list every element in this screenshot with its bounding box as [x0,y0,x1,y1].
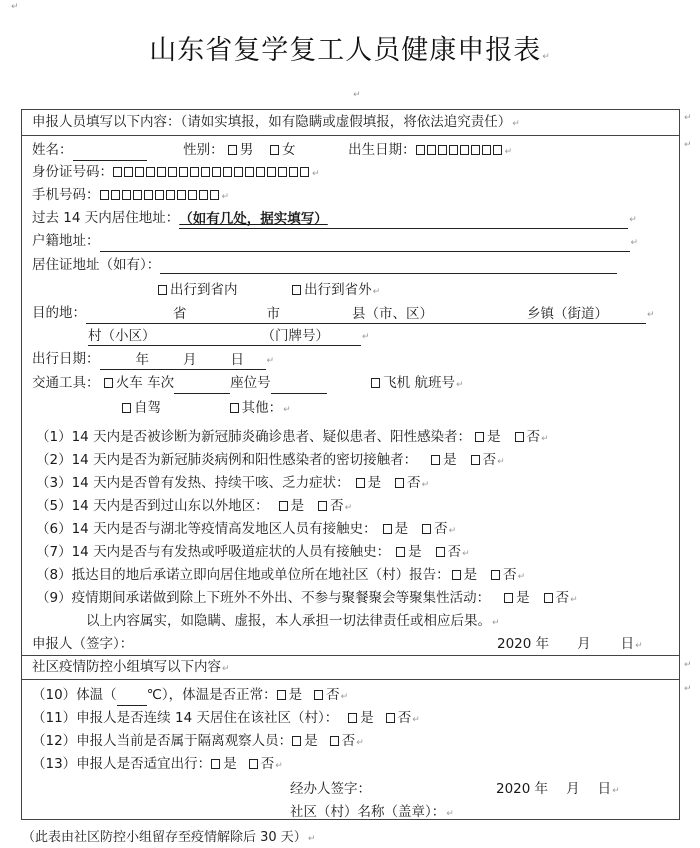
question-number: （12） [32,733,77,749]
community-question-13 [32,755,283,775]
outside-province-checkbox[interactable] [292,285,301,295]
flight-number-label: 航班号 [414,375,455,391]
birth-date-digit-box[interactable] [449,145,458,155]
birth-date-boxes[interactable] [416,142,504,158]
health-question [36,543,470,563]
declaration-text: 以上内容属实，如隐瞒、虚报，本人承担一切法律责任或相应后果。 [86,613,491,629]
phone-digit-box[interactable] [199,190,208,200]
paragraph-mark: ↵ [635,641,643,651]
community-stamp-label[interactable]: 社区（村）名称（盖章）： [290,804,446,820]
plane-label: 飞机 [383,375,411,391]
paragraph-mark: ↵ [275,761,283,771]
yes-label: 是 [304,733,318,749]
paragraph-mark: ↵ [412,715,420,725]
officer-sign-day: 日 [597,781,612,797]
question-number: （9） [36,590,72,606]
phone-digit-box[interactable] [133,190,142,200]
seat-number-field[interactable] [271,379,327,394]
health-question [36,451,505,471]
question-number: （6） [36,521,72,537]
outside-province-label: 出行到省外 [304,282,372,298]
question-text: 14 天内是否被诊断为新冠肺炎确诊患者、疑似患者、阳性感染者： [71,429,472,445]
name-label: 姓名： [32,142,73,158]
no-label: 否 [330,498,344,514]
paragraph-mark: ↵ [353,90,361,100]
footnote [22,826,315,845]
paragraph-mark: ↵ [312,169,320,179]
gender-female-label: 女 [281,142,296,158]
question-number: （2） [36,452,72,468]
phone-digit-box[interactable] [188,190,197,200]
gender-female-checkbox[interactable] [270,145,279,155]
birth-date-digit-box[interactable] [493,145,502,155]
section1-header [32,113,520,133]
yes-label: 是 [367,475,382,491]
question-number: （5） [36,498,72,514]
yes-label: 是 [290,498,305,514]
yes-label: 是 [463,567,478,583]
birth-date-digit-box[interactable] [427,145,436,155]
question-text: 14 天内是否与有发热或呼吸道症状的人员有接触史： [71,544,391,560]
phone-digit-box[interactable] [100,190,109,200]
self-drive-checkbox[interactable] [122,403,131,413]
train-label: 火车 [115,375,143,391]
no-checkbox[interactable] [544,593,553,603]
phone-boxes[interactable] [100,187,221,203]
paragraph-mark: ↵ [629,215,637,225]
divider [22,135,679,136]
paragraph-mark: ↵ [283,405,291,415]
paragraph-mark: ↵ [542,52,551,62]
declaration-form-table [21,109,680,820]
applicant-signature-label[interactable]: 申报人（签字）： [32,636,134,652]
no-checkbox[interactable] [471,455,480,465]
month-label: 月 [183,352,197,368]
question-number: （7） [36,544,72,560]
id-number-digit-box[interactable] [234,167,243,177]
question-text: 抵达目的地后承诺立即向居住地或单位所在地社区（村）报告： [71,567,450,583]
yes-checkbox[interactable] [452,570,461,580]
yes-label: 是 [394,521,409,537]
section1-header-text: 申报人员填写以下内容：（请如实填报，如有隐瞒或虚假填报，将依法追究责任） [32,114,512,130]
phone-digit-box[interactable] [111,190,120,200]
paragraph-mark: ↵ [340,692,349,702]
yes-label: 是 [408,544,422,560]
community-stamp-row [290,803,454,823]
health-question [36,566,525,586]
travel-date-label: 出行日期： [32,351,100,367]
paragraph-mark: ↵ [266,356,275,366]
form-title [0,28,700,67]
question-text: ℃），体温是否正常： [146,687,277,703]
no-label: 否 [447,544,462,560]
row-phone [32,186,229,206]
yes-label: 是 [443,452,457,468]
yes-checkbox[interactable] [356,478,365,488]
health-question [36,428,549,448]
county-label: 县（市、区） [352,306,433,322]
destination-field[interactable] [86,305,646,324]
paragraph-mark: ↵ [362,332,370,342]
no-checkbox[interactable] [515,432,524,442]
no-checkbox[interactable] [436,547,445,557]
no-label: 否 [555,590,570,606]
yes-label: 是 [487,429,501,445]
address14-hint: （如有几处，据实填写） [179,211,328,227]
gender-male-label: 男 [239,142,254,158]
declaration-statement [86,612,500,632]
village-label: 村（小区） [88,328,156,344]
id-number-boxes[interactable] [113,164,311,180]
officer-sign-month: 月 [566,781,580,797]
gender-label: 性别： [183,142,224,158]
id-number-digit-box[interactable] [300,167,309,177]
no-label: 否 [326,687,340,703]
id-number-digit-box[interactable] [124,167,133,177]
destination-label: 目的地： [32,305,86,321]
divider [22,679,679,680]
no-label: 否 [526,429,541,445]
no-checkbox[interactable] [249,759,258,769]
within-province-checkbox[interactable] [158,285,167,295]
yes-label: 是 [223,756,237,772]
no-label: 否 [397,710,412,726]
id-number-digit-box[interactable] [113,167,122,177]
officer-sign-date [496,780,620,800]
id-number-digit-box[interactable] [212,167,221,177]
yes-label: 是 [288,687,303,703]
id-number-digit-box[interactable] [278,167,287,177]
community-question-10 [32,686,348,706]
question-text: 14 天内是否为新冠肺炎病例和阳性感染者的密切接触者： [71,452,418,468]
province-label: 省 [173,306,187,322]
id-number-digit-box[interactable] [267,167,276,177]
id-number-digit-box[interactable] [146,167,155,177]
birth-date-digit-box[interactable] [438,145,447,155]
day-label: 日 [230,352,244,368]
title-text: 山东省复学复工人员健康申报表 [149,35,542,66]
yes-label: 是 [516,590,530,606]
yes-checkbox[interactable] [279,501,288,511]
residence-permit-label: 居住证地址（如有）： [32,257,161,273]
officer-signature-label[interactable]: 经办人签字： [290,781,371,797]
row-hukou [32,232,638,252]
birth-date-digit-box[interactable] [482,145,491,155]
paragraph-mark: ↵ [541,434,549,444]
applicant-sign-year: 2020 年 [497,636,550,652]
question-number: （3） [36,475,72,491]
yes-checkbox[interactable] [277,690,286,700]
no-checkbox[interactable] [386,713,395,723]
address14-field[interactable] [179,210,628,229]
city-label: 市 [266,306,280,322]
paragraph-mark: ↵ [356,738,364,748]
no-checkbox[interactable] [395,478,404,488]
no-checkbox[interactable] [318,501,327,511]
officer-sign-year: 2020 年 [496,781,549,797]
paragraph-mark: ↵ [497,457,505,467]
other-checkbox[interactable] [230,403,239,413]
plane-checkbox[interactable] [371,378,380,388]
birth-date-digit-box[interactable] [460,145,469,155]
birth-date-label: 出生日期： [348,142,416,158]
id-number-digit-box[interactable] [289,167,298,177]
township-label: 乡镇（街道） [527,306,608,322]
no-label: 否 [434,521,448,537]
paragraph-mark: ↵ [455,380,464,390]
no-checkbox[interactable] [422,524,431,534]
yes-checkbox[interactable] [504,593,513,603]
section2-header-text: 社区疫情防控小组填写以下内容 [32,659,221,675]
village-field[interactable] [88,327,361,346]
applicant-sign-day: 日 [620,636,635,652]
house-number-label: （门牌号） [261,328,329,344]
yes-checkbox[interactable] [348,713,357,723]
row-address-14days [32,209,637,229]
section2-header [32,658,230,678]
row-residence-permit [32,256,617,274]
paragraph-mark: ↵ [684,140,692,150]
other-label: 其他： [241,400,283,416]
paragraph-mark: ↵ [421,480,430,490]
paragraph-mark: ↵ [512,119,520,129]
question-text: 14 天内是否与湖北等疫情高发地区人员有接触史： [71,521,377,537]
id-number-digit-box[interactable] [157,167,166,177]
id-number-digit-box[interactable] [179,167,188,177]
phone-digit-box[interactable] [122,190,131,200]
paragraph-mark: ↵ [647,310,655,320]
yes-checkbox[interactable] [383,524,392,534]
yes-checkbox[interactable] [396,547,405,557]
no-label: 否 [503,567,517,583]
health-question [36,497,352,517]
yes-checkbox[interactable] [431,455,440,465]
no-checkbox[interactable] [491,570,500,580]
birth-date-digit-box[interactable] [416,145,425,155]
id-number-digit-box[interactable] [223,167,232,177]
seat-number-label: 座位号 [230,375,271,391]
paragraph-mark: ↵ [517,572,526,582]
paragraph-mark: ↵ [11,2,19,12]
row-transport-2 [122,399,291,419]
question-number: （10） [32,687,77,703]
address14-label: 过去 14 天内居住地址： [32,210,180,226]
community-question-11 [32,709,420,729]
phone-digit-box[interactable] [166,190,175,200]
phone-digit-box[interactable] [155,190,164,200]
temperature-field[interactable] [117,691,147,706]
paragraph-mark: ↵ [222,664,230,674]
row-travel-date [32,350,274,370]
health-question [36,589,578,609]
question-text: 申报人是否连续 14 天居住在该社区（村）： [76,710,339,726]
phone-label: 手机号码： [32,187,100,203]
row-id-number [32,163,320,183]
paragraph-mark: ↵ [221,192,230,202]
question-number: （13） [32,756,77,772]
phone-digit-box[interactable] [177,190,186,200]
id-number-digit-box[interactable] [190,167,199,177]
question-text: 疫情期间承诺做到除上下班外不外出、不参与聚餐聚会等聚集性活动： [71,590,491,606]
id-number-digit-box[interactable] [245,167,254,177]
divider [22,655,679,656]
row-travel-scope [158,281,380,301]
no-label: 否 [341,733,356,749]
row-basic-info [32,141,512,161]
paragraph-mark: ↵ [612,786,620,796]
question-text: 申报人当前是否属于隔离观察人员： [76,733,293,749]
transport-label: 交通工具： [32,375,100,391]
year-label: 年 [135,352,149,368]
paragraph-mark: ↵ [372,287,381,297]
paragraph-mark: ↵ [462,549,470,559]
within-province-label: 出行到省内 [170,282,238,298]
train-number-field[interactable] [174,379,230,394]
question-number: （11） [32,710,77,726]
id-number-digit-box[interactable] [168,167,177,177]
paragraph-mark: ↵ [492,618,500,628]
gender-male-checkbox[interactable] [228,145,237,155]
residence-permit-field[interactable] [160,258,617,274]
no-label: 否 [407,475,421,491]
row-destination [32,304,655,324]
yes-checkbox[interactable] [292,736,301,746]
question-number: （8） [36,567,72,583]
question-text: 体温（ [76,687,117,703]
question-number: （1） [36,429,72,445]
row-transport [32,374,464,394]
officer-signature-row [290,780,670,798]
id-number-digit-box[interactable] [201,167,210,177]
no-checkbox[interactable] [330,736,339,746]
community-question-12 [32,732,364,752]
paragraph-mark: ↵ [446,809,454,819]
question-text: 14 天内是否到过山东以外地区： [71,498,269,514]
phone-digit-box[interactable] [144,190,153,200]
train-checkbox[interactable] [104,378,113,388]
paragraph-mark: ↵ [570,595,578,605]
no-checkbox[interactable] [314,690,323,700]
row-destination-village [88,326,370,346]
yes-checkbox[interactable] [475,432,484,442]
paragraph-mark: ↵ [630,238,639,248]
paragraph-mark: ↵ [344,503,353,513]
phone-digit-box[interactable] [210,190,219,200]
applicant-sign-date [497,635,643,655]
paragraph-mark: ↵ [684,660,692,670]
paragraph-mark: ↵ [307,834,316,844]
train-number-label: 车次 [147,375,175,391]
hukou-label: 户籍地址： [32,233,100,249]
yes-checkbox[interactable] [211,759,220,769]
name-field[interactable] [73,146,147,161]
health-question [36,474,429,494]
travel-date-field[interactable] [100,351,266,370]
id-number-digit-box[interactable] [256,167,265,177]
no-label: 否 [260,756,275,772]
paragraph-mark: ↵ [684,113,692,123]
no-label: 否 [482,452,497,468]
id-number-label: 身份证号码： [32,164,113,180]
applicant-sign-month: 月 [577,636,591,652]
paragraph-mark: ↵ [684,684,692,694]
health-question [36,520,456,540]
question-text: 14 天内是否曾有发热、持续干咳、乏力症状： [71,475,350,491]
paragraph-mark: ↵ [448,526,457,536]
yes-label: 是 [360,710,374,726]
applicant-signature-row [32,635,672,653]
paragraph-mark: ↵ [504,147,513,157]
footnote-text: （此表由社区防控小组留存至疫情解除后 30 天） [22,830,307,845]
hukou-field[interactable] [100,236,630,252]
birth-date-digit-box[interactable] [471,145,480,155]
self-drive-label: 自驾 [134,400,161,416]
id-number-digit-box[interactable] [135,167,144,177]
question-text: 申报人是否适宜出行： [76,756,212,772]
